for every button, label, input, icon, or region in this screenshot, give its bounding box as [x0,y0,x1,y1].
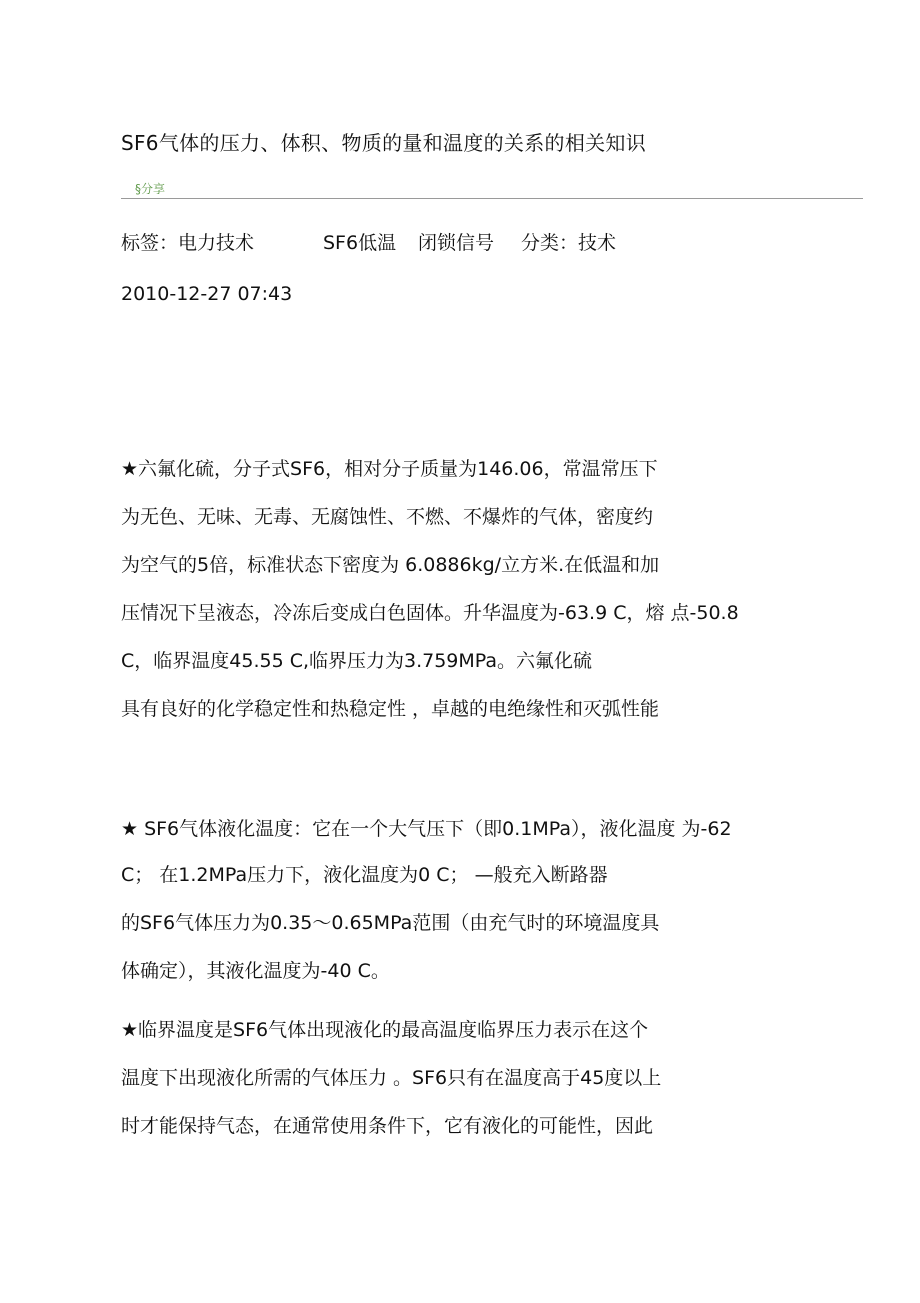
category-label: 分类：技术 [521,232,617,254]
paragraph-2-line-2: C； 在1.2MPa压力下，液化温度为0 C； —般充入断路器 [121,864,608,886]
paragraph-2-line-3: 的SF6气体压力为0.35～0.65MPa范围（由充气时的环境温度具 [121,912,660,934]
tag-sf6-low-temp[interactable]: SF6低温 [323,232,397,254]
paragraph-3-line-3: 时才能保持气态，在通常使用条件下，它有液化的可能性，因此 [121,1115,654,1137]
paragraph-2-line-1: ★ SF6气体液化温度：它在一个大气压下（即0.1MPa），液化温度 为-62 [121,818,732,840]
post-datetime: 2010-12-27 07:43 [121,283,293,305]
tags-label: 标签：电力技术 [121,232,255,254]
paragraph-3-line-1: ★临界温度是SF6气体出现液化的最高温度临界压力表示在这个 [121,1019,649,1041]
share-link[interactable]: §分享 [135,182,166,196]
paragraph-1-line-2: 为无色、无味、无毒、无腐蚀性、不燃、不爆炸的气体，密度约 [121,506,654,528]
tag-lockout-signal[interactable]: 闭锁信号 [418,232,495,254]
paragraph-1-line-4: 压情况下呈液态，冷冻后变成白色固体。升华温度为-63.9 C，熔 点-50.8 [121,602,739,624]
article-title: SF6气体的压力、体积、物质的量和温度的关系的相关知识 [121,131,647,155]
paragraph-2-line-4: 体确定），其液化温度为-40 C。 [121,960,390,982]
title-divider [121,198,863,199]
paragraph-1-line-6: 具有良好的化学稳定性和热稳定性 ，卓越的电绝缘性和灭弧性能 [121,698,660,720]
paragraph-3-line-2: 温度下出现液化所需的气体压力 。SF6只有在温度高于45度以上 [121,1067,662,1089]
paragraph-1-line-5: C，临界温度45.55 C,临界压力为3.759MPa。六氟化硫 [121,650,593,672]
paragraph-1-line-3: 为空气的5倍，标准状态下密度为 6.0886kg/立方米.在低温和加 [121,554,660,576]
paragraph-1-line-1: ★六氟化硫，分子式SF6，相对分子质量为146.06，常温常压下 [121,458,658,480]
